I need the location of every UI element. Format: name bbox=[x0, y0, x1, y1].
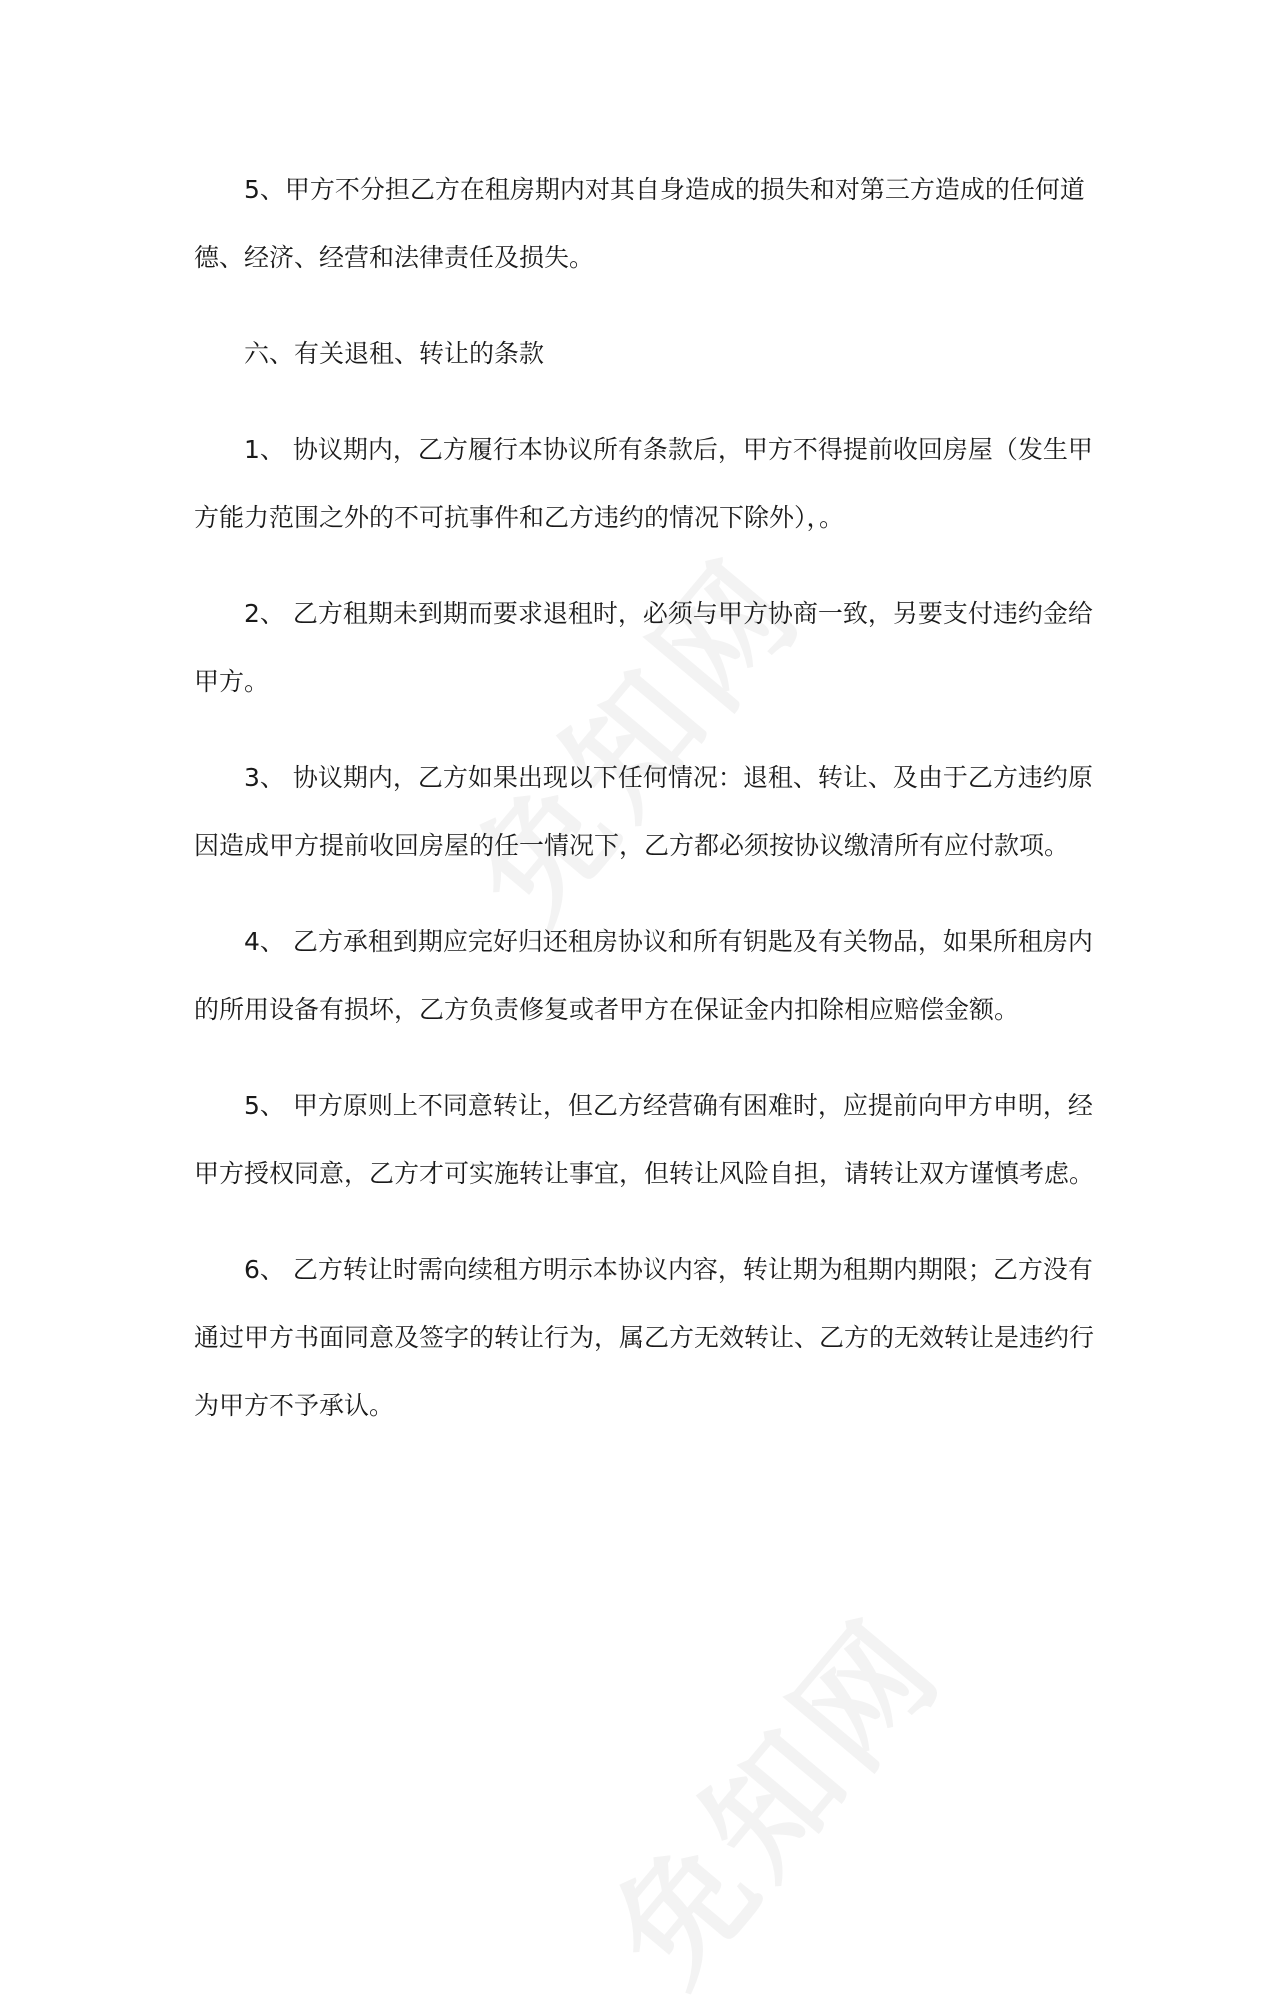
watermark bbox=[563, 1573, 976, 2014]
clause-3-payments: 3、 协议期内，乙方如果出现以下任何情况：退租、转让、及由于乙方违约原因造成甲方提前收回房屋的任一情况下，乙方都必须按协议缴清所有应付款项。 bbox=[194, 763, 1093, 860]
clause-4-return-of-items: 4、 乙方承租到期应完好归还租房协议和所有钥匙及有关物品，如果所租房内的所用设备有损坏，乙方负责修复或者甲方在保证金内扣除相应赔偿金额。 bbox=[194, 927, 1093, 1024]
clause-2-early-termination: 2、 乙方租期未到期而要求退租时，必须与甲方协商一致，另要支付违约金给甲方。 bbox=[194, 599, 1093, 696]
clause-5-transfer: 5、 甲方原则上不同意转让，但乙方经营确有困难时，应提前向甲方申明，经甲方授权同意，乙方才可实施转让事宜，但转让风险自担，请转让双方谨慎考虑。 bbox=[194, 1091, 1095, 1188]
clause-1-early-recovery: 1、 协议期内，乙方履行本协议所有条款后，甲方不得提前收回房屋（发生甲方能力范围之外的不可抗事件和乙方违约的情况下除外），。 bbox=[194, 435, 1093, 532]
document-body bbox=[194, 156, 1094, 1468]
clause-5-liability: 5、甲方不分担乙方在租房期内对其自身造成的损失和对第三方造成的任何道德、经济、经营和法律责任及损失。 bbox=[194, 175, 1085, 272]
section-heading-termination-transfer: 六、有关退租、转让的条款 bbox=[244, 339, 545, 368]
clause-6-transfer-disclosure: 6、 乙方转让时需向续租方明示本协议内容，转让期为租期内期限；乙方没有通过甲方书面同意及签字的转让行为，属乙方无效转让、乙方的无效转让是违约行为甲方不予承认。 bbox=[194, 1255, 1095, 1420]
